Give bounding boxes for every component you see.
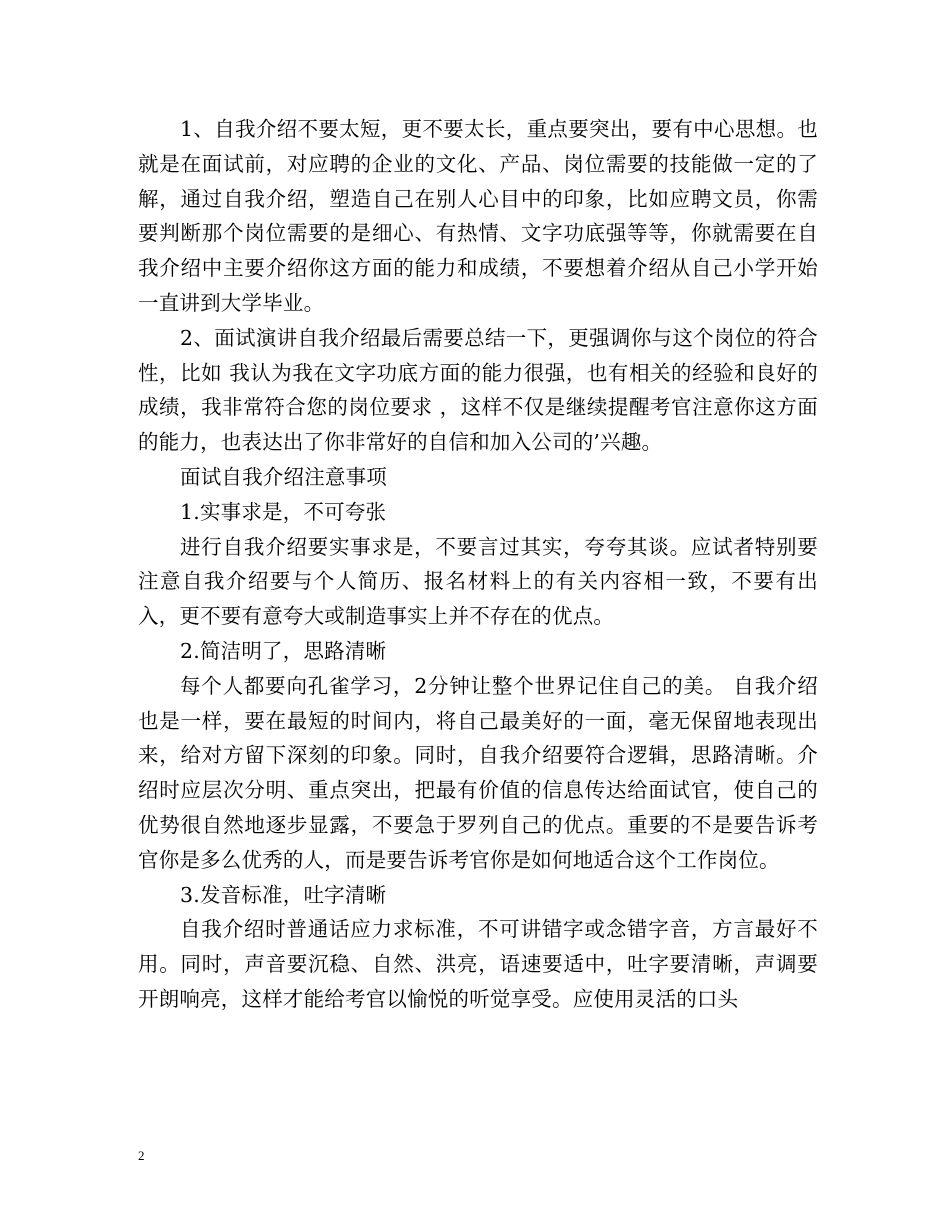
page-number: 2 <box>138 1148 145 1163</box>
paragraph-2: 每个人都要向孔雀学习，2分钟让整个世界记住自己的美。 自我介绍也是一样，要在最短的时间内，将自己最美好的一面，毫无保留地表现出来，给对方留下深刻的印象。同时，自我介绍要符合逻辑，思路清晰。介绍时应层次分明、重点突出，把最有价值的信息传达给面试官，使自己的优势很自然地逐步显露，不要急于罗列自己的优点。重要的不是要告诉考官你是多么优秀的人，而是要告诉考官你是如何地适合这个工作岗位。 <box>138 673 818 872</box>
paragraph-3: 自我介绍时普通话应力求标准，不可讲错字或念错字音，方言最好不用。同时，声音要沉稳、自然、洪亮，语速要适中，吐字要清晰，声调要开朗响亮，这样才能给考官以愉悦的听觉享受。应使用灵活的口头 <box>138 917 818 1011</box>
document-body <box>138 112 818 1017</box>
paragraph-tip-2: 2、面试演讲自我介绍最后需要总结一下，更强调你与这个岗位的符合性，比如 我认为我在文字功底方面的能力很强，也有相关的经验和良好的成绩，我非常符合您的岗位要求 ，这样不仅是继续提醒考官注意你这方面的能力，也表达出了你非常好的自信和加入公司的’兴趣。 <box>138 325 818 455</box>
subheading-2: 2.简洁明了，思路清晰 <box>180 638 387 663</box>
subheading-1: 1.实事求是，不可夸张 <box>180 499 387 524</box>
subheading-3: 3.发音标准，吐字清晰 <box>180 882 387 907</box>
section-heading: 面试自我介绍注意事项 <box>180 464 387 489</box>
paragraph-tip-1: 1、自我介绍不要太短，更不要太长，重点要突出，要有中心思想。也就是在面试前，对应聘的企业的文化、产品、岗位需要的技能做一定的了解，通过自我介绍，塑造自己在别人心目中的印象，比如应聘文员，你需要判断那个岗位需要的是细心、有热情、文字功底强等等，你就需要在自我介绍中主要介绍你这方面的能力和成绩，不要想着介绍从自己小学开始一直讲到大学毕业。 <box>138 117 818 315</box>
paragraph-1: 进行自我介绍要实事求是，不要言过其实，夸夸其谈。应试者特别要注意自我介绍要与个人简历、报名材料上的有关内容相一致，不要有出入，更不要有意夸大或制造事实上并不存在的优点。 <box>138 534 818 629</box>
